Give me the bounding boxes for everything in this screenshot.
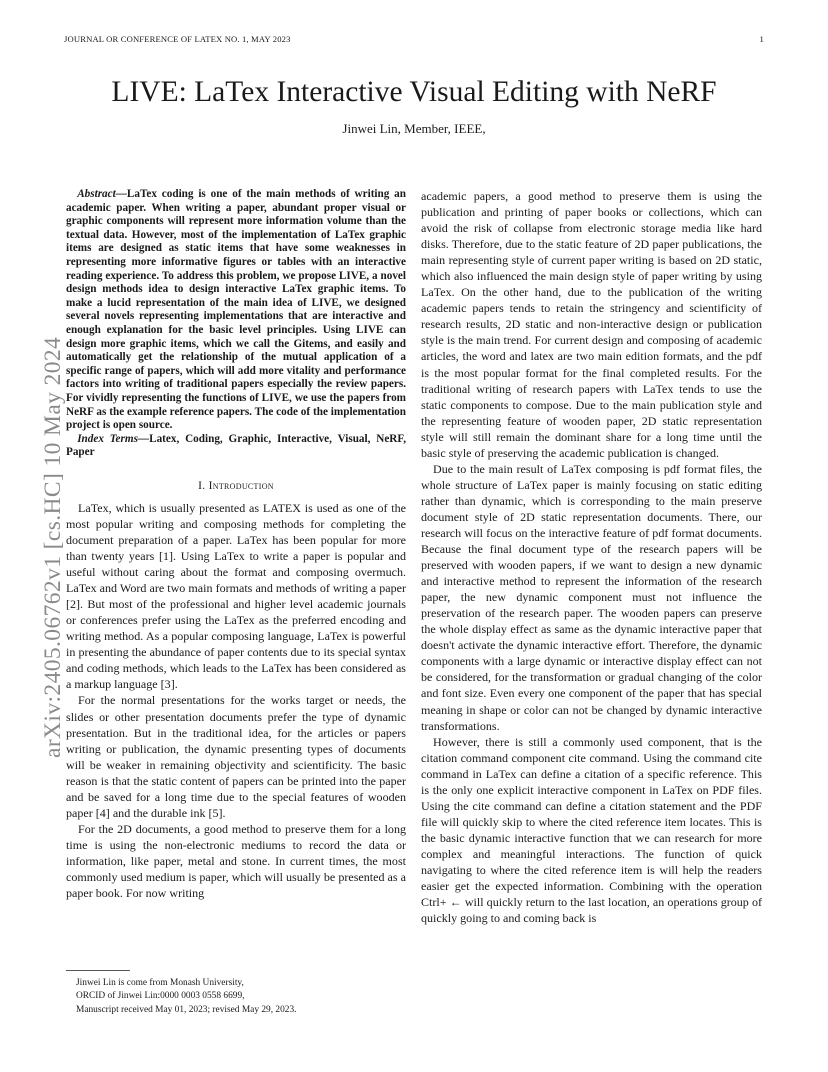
section-heading — [66, 478, 406, 494]
paragraph: LaTex, which is usually presented as LATEX is used as one of the most popular writing and composing methods for completing the document preparation of a paper. LaTex has been popular for more than twenty years [1]. Using LaTex to write a paper is popular and useful without caring about the format and composing overmuch. LaTex and Word are two main formats and methods of writing a paper [2]. But most of the professional and higher level academic journals or conferences prefer using the LaTex as the preferred encoding and writing method. As a popular composing language, LaTex is powerful in presenting the abundance of paper contents due to its special syntax and coding methods, which leads to the LaTex has been considered as a markup language [3]. — [66, 500, 406, 692]
right-column — [421, 188, 762, 926]
footnote — [76, 977, 406, 1017]
abstract-text: LaTex coding is one of the main methods of writing an academic paper. When writing a paper, abundant proper visual or graphic components will represent more information volume than the textual data. However, most of the implementation of LaTex graphic items are designed as static items that have some weaknesses in representing more informative figures or tables with an interactive reading experience. To address this problem, we propose LIVE, a novel design methods idea to design interactive LaTex graphic items. To make a lucid representation of the main idea of LIVE, we designed several novels representing implementations that are interactive and enough explanation for the basic level principles. Using LIVE can design more graphic items, which we call the Gitems, and easily and automatically get the relationship of the mutual application of a specific range of papers, which will add more vitality and performance factors into writing of traditional papers especially the review papers. For vividly representing the functions of LIVE, we use the papers from NeRF as the example reference papers. The code of the implementation project is open source. — [66, 188, 406, 432]
journal-name: JOURNAL OR CONFERENCE OF LATEX NO. 1, MAY 2023 — [64, 34, 291, 44]
paragraph: For the normal presentations for the works target or needs, the slides or other presentation documents prefer the type of dynamic presentation. But in the traditional idea, for the articles or papers writing or publication, the dynamic presenting types of documents will be weaker in remaining objectivity and scientificity. The basic reason is that the static content of papers can be printed into the paper and be saved for a long time due to the special features of wooden paper [4] and the durable ink [5]. — [66, 693, 406, 820]
index-terms-label: Index Terms— — [77, 432, 150, 445]
paragraph: Due to the main result of LaTex composing is pdf format files, the whole structure of LaTex paper is mainly focusing on static editing rather than dynamic, which is corresponding to the main preserve document style of 2D static representation documents. There, our research will focus on the interactive feature of pdf format documents. Because the final document type of the research papers will be preserved with wooden papers, if we want to design a new dynamic and interactive method to represent the information of the research paper, the new dynamic component must not influence the preservation of the research paper. The wooden papers can preserve the whole display effect as same as the dynamic interactive paper that doesn't activate the dynamic interactive effort. Therefore, the dynamic components with a large dynamic or interactive display effect can not be considered, for the transformation or gradual changing of the color and font size. Even every one component of the paper that has special meaning in shape or color can not be changed by dynamic interactive transformations. — [421, 461, 762, 733]
author-line: Jinwei Lin, Member, IEEE, — [342, 121, 486, 136]
abstract — [66, 188, 406, 433]
left-column — [66, 188, 406, 901]
paragraph: academic papers, a good method to preserve them is using the publication and printing of paper books or collections, which can avoid the risk of collapse from electronic storage media like hard disks. Therefore, due to the static feature of 2D paper publications, the main representing style of current paper writing is based on 2D static, which also influenced the main design style of paper writing by using LaTex. On the other hand, due to the publication of the writing academic papers tends to retain the stringency and scientificity of research results, 2D static and non-interactive design or publication style is the main trend. For current design and composing of academic articles, the word and latex are two main edition formats, and the pdf is the most popular format for the final completed results. For the traditional writing of research papers with LaTex tends to use the static components to compose. Due to the main publication style and the representing feature of wooden paper, 2D static representation style will still remain the dominant share for a long time until the basic style of preserving the academic publication is changed. — [421, 189, 762, 460]
footnote-line: ORCID of Jinwei Lin:0000 0003 0558 6699, — [76, 991, 245, 1002]
index-terms-text: Latex, Coding, Graphic, Interactive, Visual, NeRF, Paper — [66, 432, 406, 459]
arxiv-stamp[interactable]: arXiv:2405.06762v1 [cs.HC] 10 May 2024 — [40, 336, 66, 758]
paper-title: LIVE: LaTex Interactive Visual Editing with NeRF — [111, 76, 717, 108]
abstract-label: Abstract— — [77, 188, 127, 200]
index-terms — [66, 433, 406, 460]
section-numeral: I. — [198, 479, 206, 492]
running-header — [64, 34, 764, 44]
footnote-line: Jinwei Lin is come from Monash University, — [76, 978, 244, 988]
footnote-rule — [66, 970, 130, 971]
footnote-line: Manuscript received May 01, 2023; revised May 29, 2023. — [76, 1004, 297, 1015]
section-title: Introduction — [208, 479, 274, 492]
paragraph: However, there is still a commonly used component, that is the citation command component cite command. Using the command cite command in LaTex can define a citation of a specific reference. This is the only one explicit interactive component in LaTex on PDF files. Using the cite command can define a citation statement and the PDF file will quickly skip to where the cited reference item locates. This is the basic dynamic interactive function that we can research for more complex and meaningful interactions. The function of quick navigating to where the cited reference item is will help the readers easier get the expected information. Combining with the operation Ctrl+ ← will quickly return to the last location, an operations group of quickly going to and coming back is — [421, 734, 762, 926]
page-number: 1 — [759, 34, 764, 44]
paragraph: For the 2D documents, a good method to preserve them for a long time is using the non-electronic mediums to record the data or information, like paper, metal and stone. In current times, the most commonly used medium is paper, which will usually be presented as a paper book. For now writing — [66, 821, 406, 901]
